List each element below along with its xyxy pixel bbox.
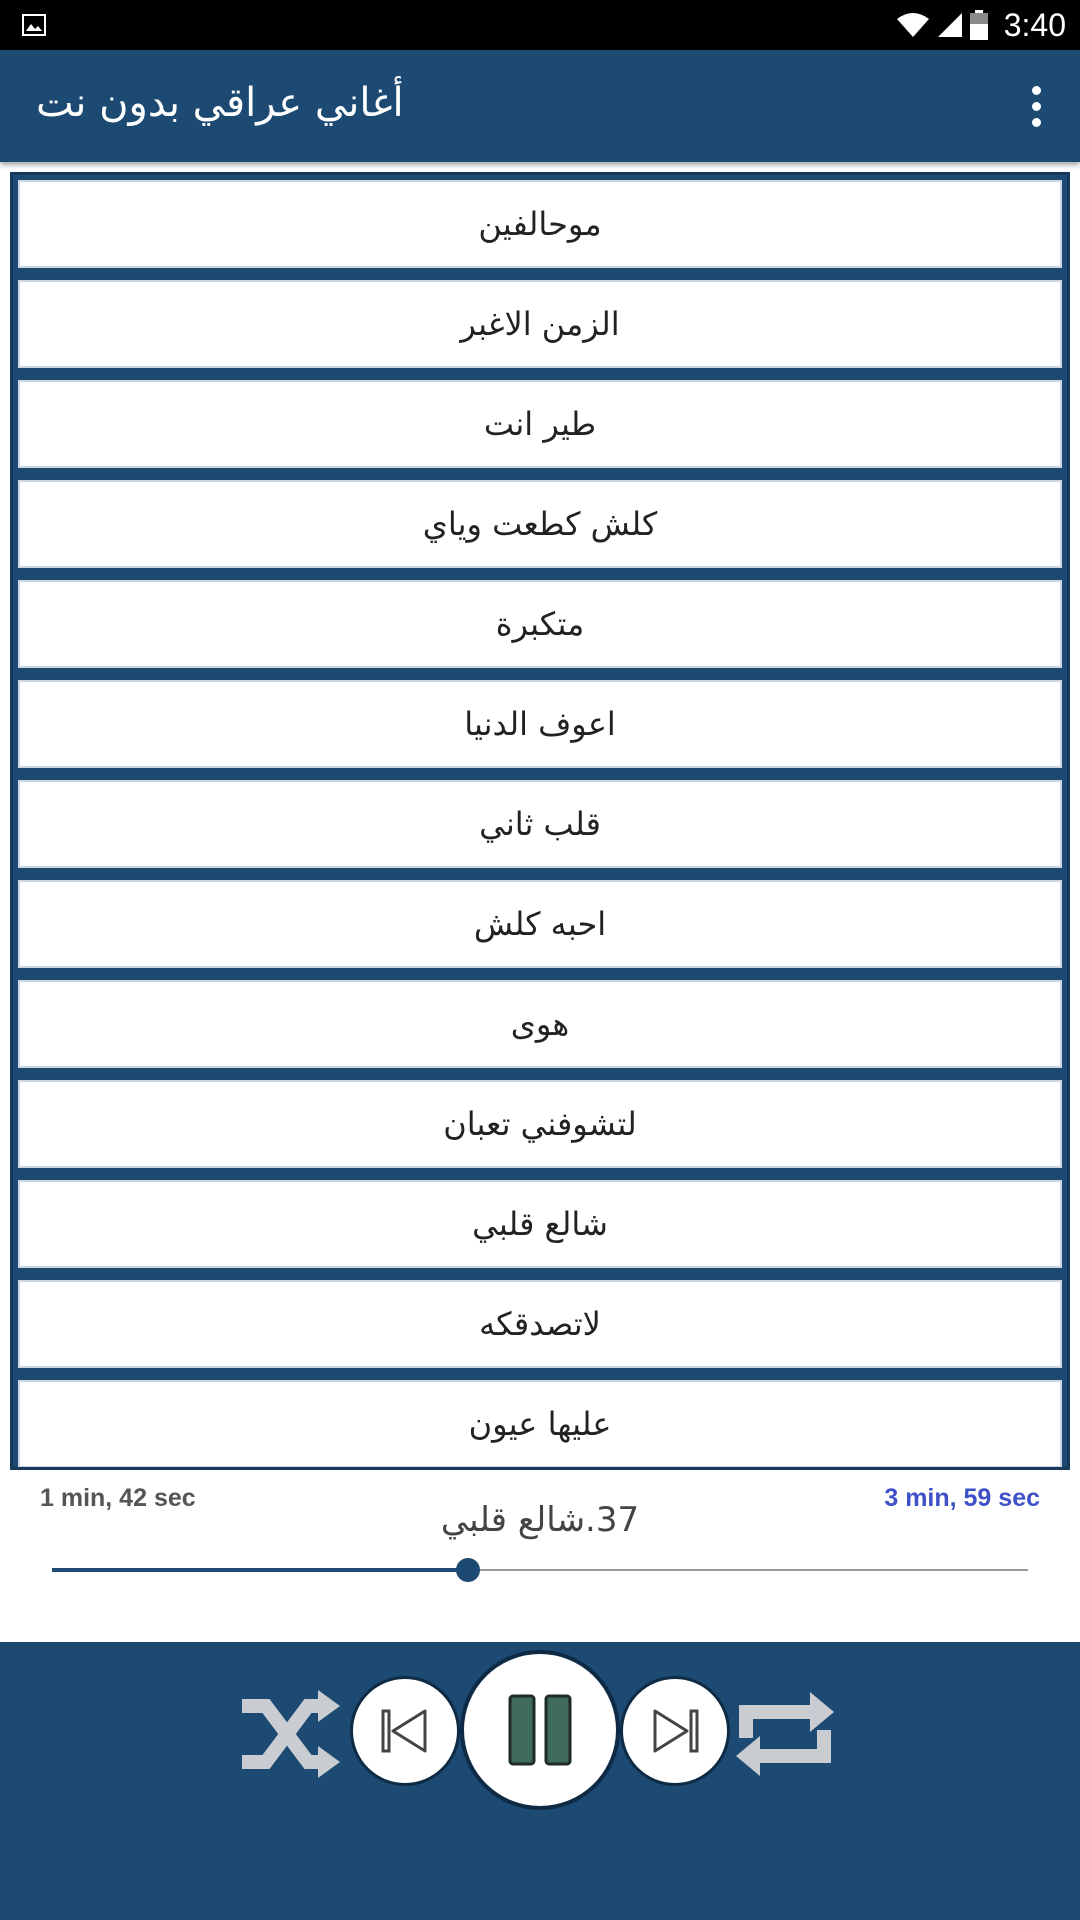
song-item[interactable]: اعوف الدنيا bbox=[18, 680, 1062, 768]
song-item[interactable]: لتشوفني تعبان bbox=[18, 1080, 1062, 1168]
app-title: أغاني عراقي بدون نت bbox=[36, 80, 404, 126]
app-bar bbox=[0, 50, 1080, 162]
song-item[interactable]: شالع قلبي bbox=[18, 1180, 1062, 1268]
song-item[interactable]: طير انت bbox=[18, 380, 1062, 468]
song-item[interactable]: الزمن الاغبر bbox=[18, 280, 1062, 368]
song-item[interactable]: قلب ثاني bbox=[18, 780, 1062, 868]
seek-progress bbox=[52, 1568, 468, 1572]
next-icon bbox=[623, 1679, 727, 1783]
total-time: 3 min, 59 sec bbox=[884, 1484, 1040, 1512]
song-item[interactable]: هوى bbox=[18, 980, 1062, 1068]
player-controls bbox=[0, 1642, 1080, 1920]
previous-button[interactable] bbox=[350, 1676, 460, 1786]
status-bar bbox=[0, 0, 1080, 50]
pause-button[interactable] bbox=[460, 1650, 620, 1810]
song-item[interactable]: كلش كطعت وياي bbox=[18, 480, 1062, 568]
previous-icon bbox=[353, 1679, 457, 1783]
song-item[interactable]: متكبرة bbox=[18, 580, 1062, 668]
song-item[interactable]: موحالفين bbox=[18, 180, 1062, 268]
battery-icon bbox=[970, 10, 988, 40]
song-item[interactable]: احبه كلش bbox=[18, 880, 1062, 968]
status-time: 3:40 bbox=[1003, 6, 1066, 43]
song-list[interactable] bbox=[10, 172, 1070, 1470]
next-button[interactable] bbox=[620, 1676, 730, 1786]
song-item[interactable]: لاتصدقكه bbox=[18, 1280, 1062, 1368]
more-vert-icon[interactable] bbox=[1012, 78, 1060, 134]
now-playing-title: 37.شالع قلبي bbox=[440, 1500, 640, 1540]
signal-icon bbox=[938, 11, 962, 39]
seek-bar[interactable] bbox=[52, 1555, 1028, 1585]
song-item[interactable]: عليها عيون bbox=[18, 1380, 1062, 1468]
repeat-icon[interactable] bbox=[730, 1686, 840, 1782]
seek-thumb[interactable] bbox=[456, 1558, 480, 1582]
pause-icon bbox=[464, 1654, 616, 1806]
wifi-icon bbox=[896, 11, 930, 39]
elapsed-time: 1 min, 42 sec bbox=[40, 1484, 196, 1512]
image-icon bbox=[22, 14, 46, 36]
shuffle-icon[interactable] bbox=[238, 1686, 342, 1782]
